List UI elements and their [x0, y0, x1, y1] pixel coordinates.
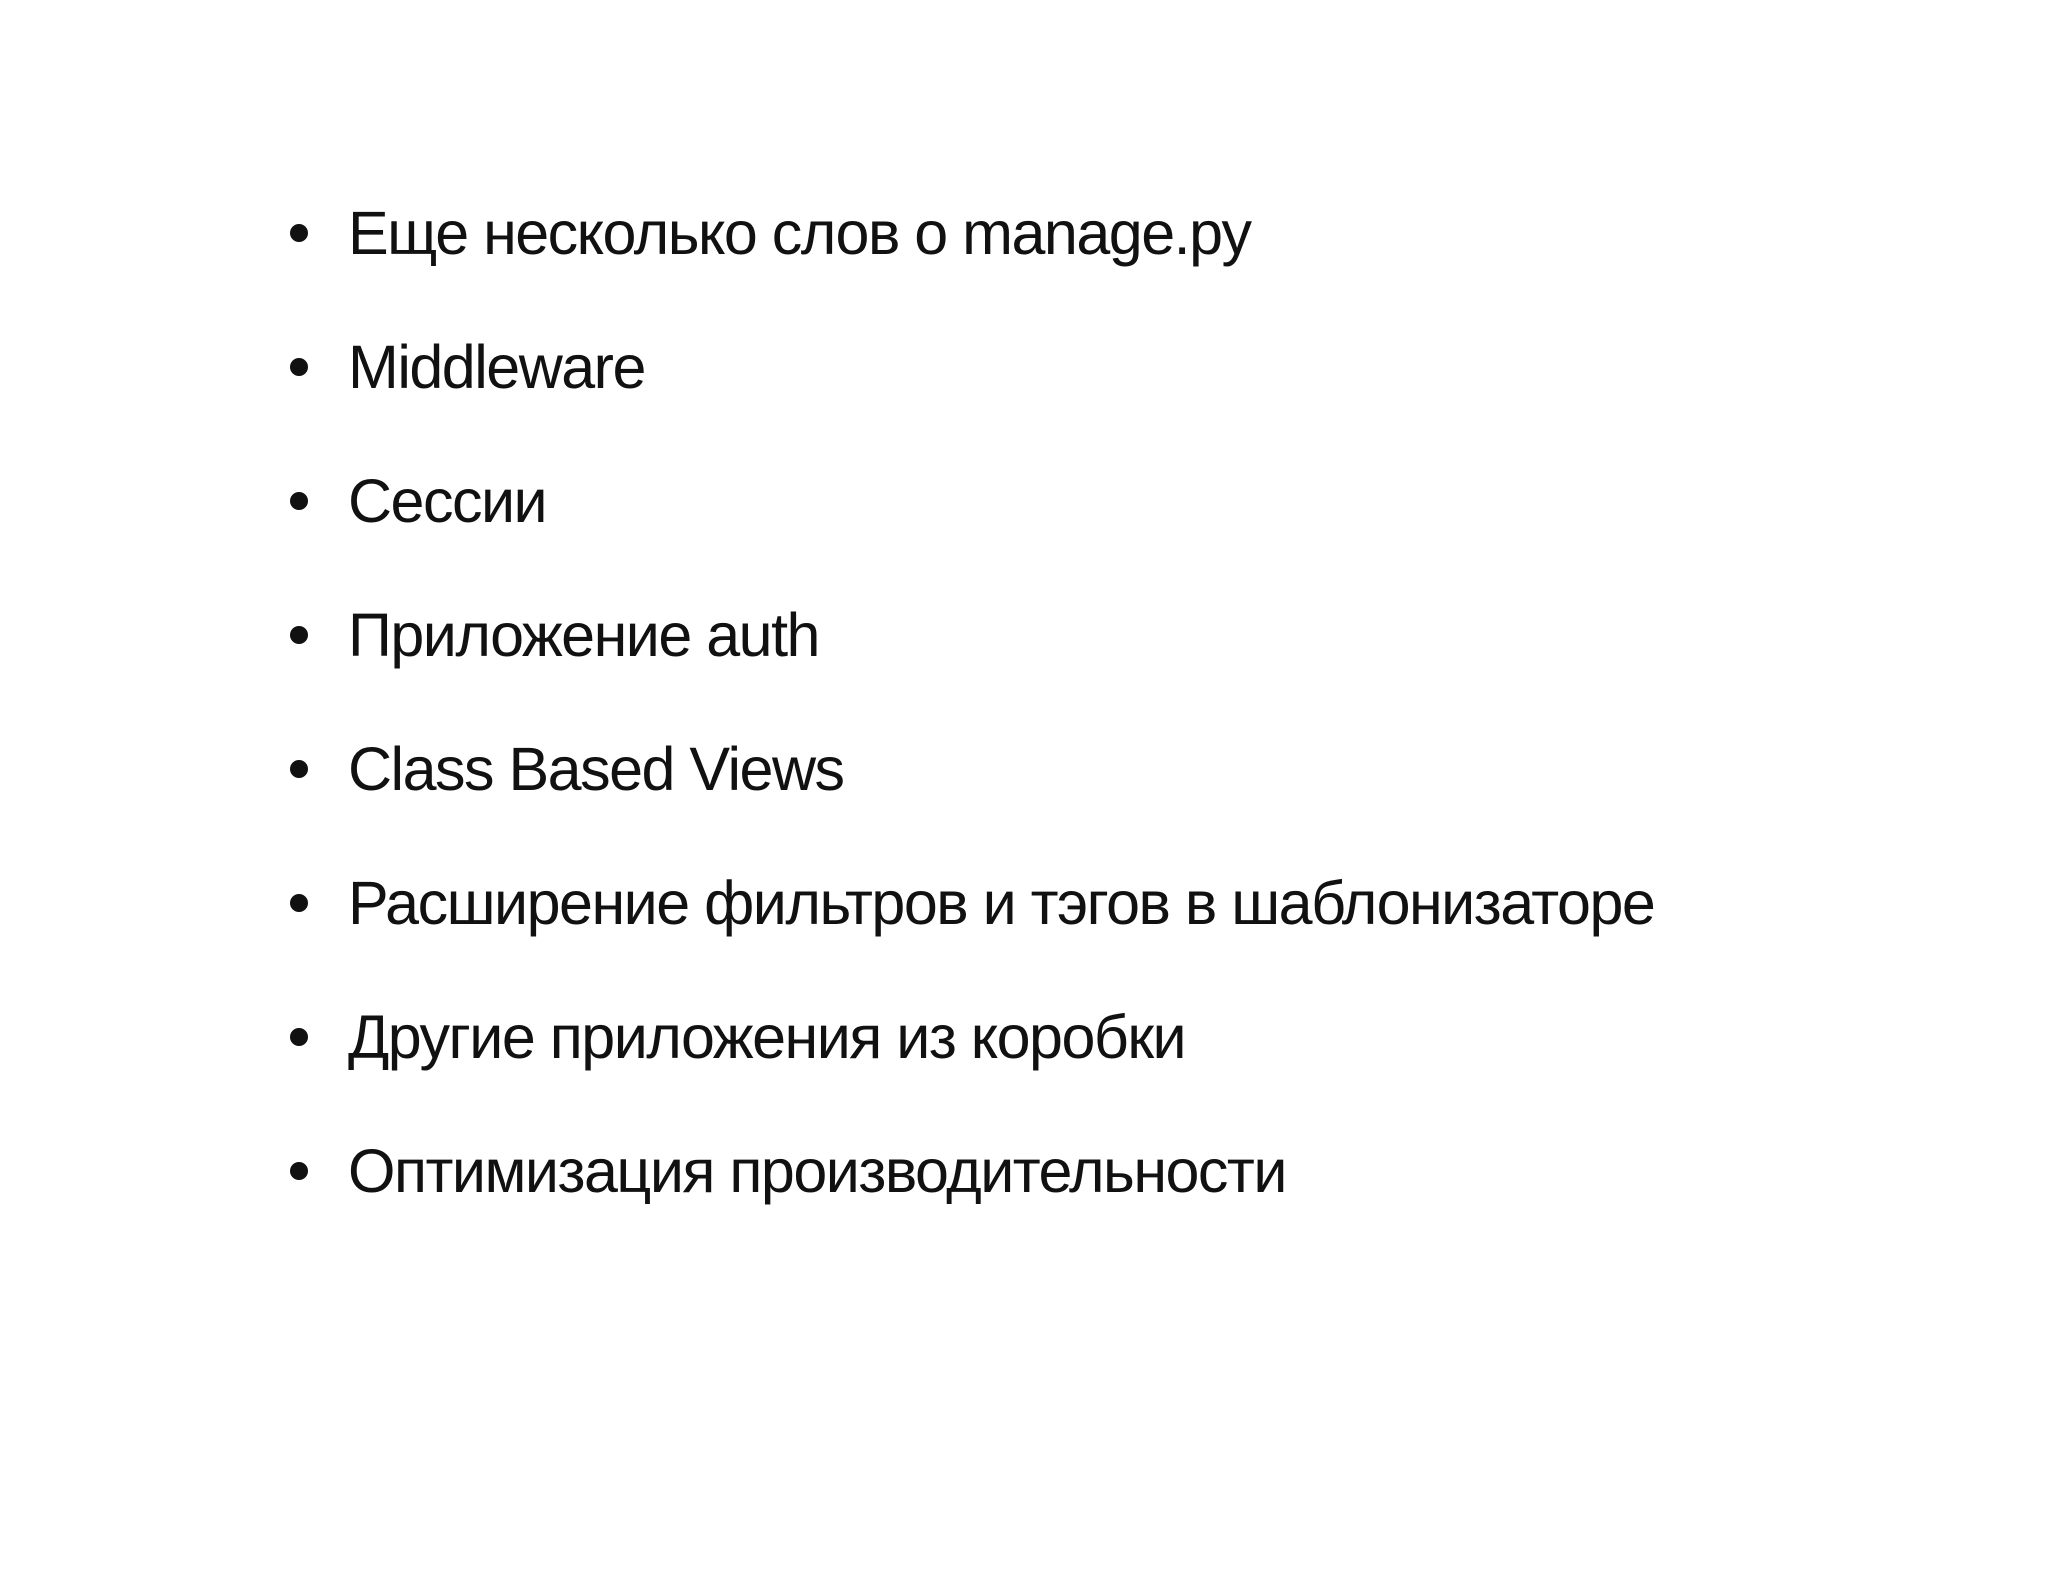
bullet-icon: [290, 1162, 308, 1180]
bullet-icon: [290, 760, 308, 778]
list-item-label: Class Based Views: [348, 735, 844, 803]
list-item: [290, 190, 1654, 324]
list-item-label: Middleware: [348, 333, 645, 401]
bullet-list: [290, 190, 1654, 1262]
list-item-label: Приложение auth: [348, 601, 819, 669]
bullet-icon: [290, 358, 308, 376]
list-item: [290, 458, 1654, 592]
bullet-icon: [290, 224, 308, 242]
list-item: [290, 860, 1654, 994]
list-item: [290, 726, 1654, 860]
list-item: [290, 1128, 1654, 1262]
list-item-label: Сессии: [348, 467, 547, 535]
list-item-label: Расширение фильтров и тэгов в шаблонизаторе: [348, 869, 1655, 937]
bullet-icon: [290, 1028, 308, 1046]
bullet-icon: [290, 492, 308, 510]
list-item-label: Другие приложения из коробки: [348, 1003, 1186, 1071]
bullet-icon: [290, 894, 308, 912]
list-item: [290, 994, 1654, 1128]
list-item: [290, 592, 1654, 726]
list-item-label: Оптимизация производительности: [348, 1137, 1286, 1205]
bullet-icon: [290, 626, 308, 644]
list-item-label: Еще несколько слов о manage.py: [348, 199, 1251, 267]
list-item: [290, 324, 1654, 458]
